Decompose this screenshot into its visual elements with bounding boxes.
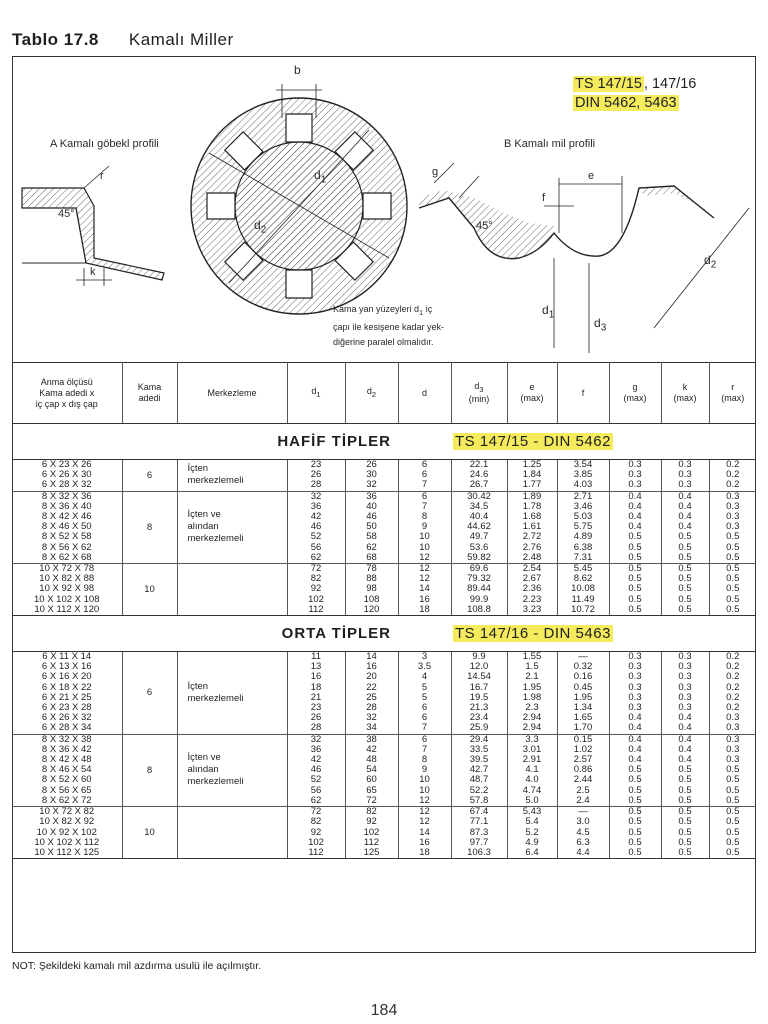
cell-d1: 11 13 16 18 21 23 26 28 xyxy=(287,652,345,735)
cell-k: 0.4 0.4 0.4 0.5 0.5 0.5 0.5 xyxy=(661,734,709,806)
cell-k: 0.5 0.5 0.5 0.5 0.5 xyxy=(661,807,709,859)
cell-d2: 78 88 98 108 120 xyxy=(345,564,398,616)
section-header-row xyxy=(12,616,756,652)
cell-d: 6 6 7 xyxy=(398,460,451,492)
cell-d: 12 12 14 16 18 xyxy=(398,564,451,616)
table-title xyxy=(12,30,234,50)
cell-k: 0.3 0.3 0.3 xyxy=(661,460,709,492)
cell-d1: 72 82 92 102 112 xyxy=(287,807,345,859)
col-d: d xyxy=(398,363,451,424)
table-row xyxy=(12,460,756,492)
cell-centering xyxy=(177,807,287,859)
table-name: Kamalı Miller xyxy=(128,30,234,49)
cell-d1: 23 26 28 xyxy=(287,460,345,492)
col-count: Kama adedi xyxy=(122,363,177,424)
cell-d1: 72 82 92 102 112 xyxy=(287,564,345,616)
cell-d3: 9.9 12.0 14.54 16.7 19.5 21.3 23.4 25.9 xyxy=(451,652,507,735)
cell-r: 0.3 0.3 0.3 0.5 0.5 0.5 0.5 xyxy=(709,734,756,806)
cell-count: 8 xyxy=(122,491,177,563)
standards-line-1: TS 147/15 , 147/16 xyxy=(575,76,697,92)
cell-f: 2.71 3.46 5.03 5.75 4.89 6.38 7.31 xyxy=(557,491,609,563)
cell-size: 6 X 23 X 26 6 X 26 X 30 6 X 28 X 32 xyxy=(12,460,122,492)
cell-e: 2.54 2.67 2.36 2.23 3.23 xyxy=(507,564,557,616)
standards-reference xyxy=(573,75,696,113)
cell-count: 10 xyxy=(122,807,177,859)
cell-e: 3.3 3.01 2.91 4.1 4.0 4.74 5.0 xyxy=(507,734,557,806)
spline-tooth xyxy=(286,114,312,142)
cell-g: 0.5 0.5 0.5 0.5 0.5 xyxy=(609,564,661,616)
section-title: HAFİF TİPLER xyxy=(12,424,451,460)
section-standard: TS 147/15 - DIN 5462 xyxy=(451,424,756,460)
spline-tooth xyxy=(207,193,235,219)
spline-tooth xyxy=(363,193,391,219)
section-title: ORTA TİPLER xyxy=(12,616,451,652)
cell-f: — 3.0 4.5 6.3 4.4 xyxy=(557,807,609,859)
cell-g: 0.5 0.5 0.5 0.5 0.5 xyxy=(609,807,661,859)
table-number: Tablo 17.8 xyxy=(12,30,99,49)
col-k: k (max) xyxy=(661,363,709,424)
col-g: g (max) xyxy=(609,363,661,424)
dim-d1-shaft: $d_1$ xyxy=(542,303,555,321)
table-row xyxy=(12,491,756,563)
cell-d: 6 7 8 9 10 10 12 xyxy=(398,491,451,563)
spline-tooth xyxy=(286,270,312,298)
cell-count: 10 xyxy=(122,564,177,616)
cell-count: 8 xyxy=(122,734,177,806)
col-e: e (max) xyxy=(507,363,557,424)
cell-d1: 32 36 42 46 52 56 62 xyxy=(287,491,345,563)
cell-f: 3.54 3.85 4.03 xyxy=(557,460,609,492)
cell-count: 6 xyxy=(122,460,177,492)
cell-d2: 36 40 46 50 58 62 68 xyxy=(345,491,398,563)
cell-r: 0.2 0.2 0.2 0.2 0.2 0.2 0.3 0.3 xyxy=(709,652,756,735)
cell-d1: 32 36 42 46 52 56 62 xyxy=(287,734,345,806)
cell-e: 1.55 1.5 2.1 1.95 1.98 2.3 2.94 2.94 xyxy=(507,652,557,735)
cell-centering: İçten merkezlemeli xyxy=(177,460,287,492)
table-row xyxy=(12,734,756,806)
col-f: f xyxy=(557,363,609,424)
cell-size: 8 X 32 X 38 8 X 36 X 42 8 X 42 X 48 8 X 46 X 54 8 X 52 X 60 8 X 56 X 65 8 X 62 X 72 xyxy=(12,734,122,806)
cell-d3: 67.4 77.1 87.3 97.7 106.3 xyxy=(451,807,507,859)
cell-d2: 26 30 32 xyxy=(345,460,398,492)
dim-g: g xyxy=(432,166,439,178)
page-number: 184 xyxy=(370,1002,398,1019)
dim-e: e xyxy=(588,170,595,182)
cell-k: 0.4 0.4 0.4 0.4 0.5 0.5 0.5 xyxy=(661,491,709,563)
col-centering: Merkezleme xyxy=(177,363,287,424)
section-standard: TS 147/16 - DIN 5463 xyxy=(451,616,756,652)
cell-size: 10 X 72 X 82 10 X 82 X 92 10 X 92 X 102 10 X 102 X 112 10 X 112 X 125 xyxy=(12,807,122,859)
cell-g: 0.4 0.4 0.4 0.5 0.5 0.5 0.5 xyxy=(609,734,661,806)
col-d1: $d_1$ xyxy=(287,363,345,424)
spline-table xyxy=(12,362,756,859)
standards-line-2: DIN 5462, 5463 xyxy=(575,95,677,111)
col-r: r (max) xyxy=(709,363,756,424)
cell-d3: 29.4 33.5 39.5 42.7 48.7 52.2 57.8 xyxy=(451,734,507,806)
cell-e: 1.89 1.78 1.68 1.61 2.72 2.76 2.48 xyxy=(507,491,557,563)
cell-r: 0.5 0.5 0.5 0.5 0.5 xyxy=(709,564,756,616)
cell-d: 3 3.5 4 5 5 6 6 7 xyxy=(398,652,451,735)
cell-f: 5.45 8.62 10.08 11.49 10.72 xyxy=(557,564,609,616)
cell-centering: İçten merkezlemeli xyxy=(177,652,287,735)
dim-b: b xyxy=(294,63,301,77)
cell-g: 0.4 0.4 0.4 0.4 0.5 0.5 0.5 xyxy=(609,491,661,563)
dim-k: k xyxy=(90,266,96,278)
cell-r: 0.2 0.2 0.2 xyxy=(709,460,756,492)
cell-d2: 14 16 20 22 25 28 32 34 xyxy=(345,652,398,735)
figure-note: Kama yan yüzeyleri $d_1$ iç çapı ile kesişene kadar yek- diğerine paralel olmalıdır. xyxy=(333,304,445,347)
cell-centering: İçten ve alından merkezlemeli xyxy=(177,734,287,806)
cell-size: 10 X 72 X 78 10 X 82 X 88 10 X 92 X 98 10 X 102 X 108 10 X 112 X 120 xyxy=(12,564,122,616)
cell-centering: İçten ve alından merkezlemeli xyxy=(177,491,287,563)
hub-profile-label: A Kamalı göbekl profili xyxy=(50,138,159,150)
cell-count: 6 xyxy=(122,652,177,735)
cell-r: 0.5 0.5 0.5 0.5 0.5 xyxy=(709,807,756,859)
cell-d: 6 7 8 9 10 10 12 xyxy=(398,734,451,806)
table-row xyxy=(12,807,756,859)
col-d3: $d_3$ (min) xyxy=(451,363,507,424)
col-d2: $d_2$ xyxy=(345,363,398,424)
cell-g: 0.3 0.3 0.3 0.3 0.3 0.3 0.4 0.4 xyxy=(609,652,661,735)
dim-r: r xyxy=(100,170,104,182)
dim-d2-shaft: $d_2$ xyxy=(704,253,717,271)
cell-f: — 0.32 0.16 0.45 1.95 1.34 1.65 1.70 xyxy=(557,652,609,735)
dim-d2: $d_2$ xyxy=(254,218,267,236)
cell-size: 6 X 11 X 14 6 X 13 X 16 6 X 16 X 20 6 X 18 X 22 6 X 21 X 25 6 X 23 X 28 6 X 26 X 32 6 X 28 X 34 xyxy=(12,652,122,735)
cell-e: 1.25 1.84 1.77 xyxy=(507,460,557,492)
cell-d2: 82 92 102 112 125 xyxy=(345,807,398,859)
cell-r: 0.3 0.3 0.3 0.3 0.5 0.5 0.5 xyxy=(709,491,756,563)
dim-angle-shaft: 45° xyxy=(476,220,493,232)
table-header-row xyxy=(12,363,756,424)
cell-d3: 30.42 34.5 40.4 44.62 49.7 53.6 59.82 xyxy=(451,491,507,563)
cell-g: 0.3 0.3 0.3 xyxy=(609,460,661,492)
table-row xyxy=(12,564,756,616)
footnote: NOT: Şekildeki kamalı mil azdırma usulü ile açılmıştır. xyxy=(12,960,262,972)
dim-angle-hub: 45° xyxy=(58,208,75,220)
dim-d1: $d_1$ xyxy=(314,168,327,186)
shaft-profile-label: B Kamalı mil profili xyxy=(504,138,596,150)
cell-k: 0.3 0.3 0.3 0.3 0.3 0.3 0.4 0.4 xyxy=(661,652,709,735)
cell-k: 0.5 0.5 0.5 0.5 0.5 xyxy=(661,564,709,616)
cell-f: 0.15 1.02 2.57 0.86 2.44 2.5 2.4 xyxy=(557,734,609,806)
cell-size: 8 X 32 X 36 8 X 36 X 40 8 X 42 X 46 8 X 46 X 50 8 X 52 X 58 8 X 56 X 62 8 X 62 X 68 xyxy=(12,491,122,563)
cell-d2: 38 42 48 54 60 65 72 xyxy=(345,734,398,806)
col-size: Anma ölçüsü Kama adedi x iç çap x dış çap xyxy=(12,363,122,424)
table-row xyxy=(12,652,756,735)
dim-d3: $d_3$ xyxy=(594,316,607,334)
section-header-row xyxy=(12,424,756,460)
cell-d3: 69.6 79.32 89.44 99.9 108.8 xyxy=(451,564,507,616)
cell-d3: 22.1 24.6 26.7 xyxy=(451,460,507,492)
table-body xyxy=(12,424,756,859)
dim-f: f xyxy=(542,192,546,204)
cell-e: 5.43 5.4 5.2 4.9 6.4 xyxy=(507,807,557,859)
cell-centering xyxy=(177,564,287,616)
cell-d: 12 12 14 16 18 xyxy=(398,807,451,859)
spline-cross-section xyxy=(191,84,407,314)
